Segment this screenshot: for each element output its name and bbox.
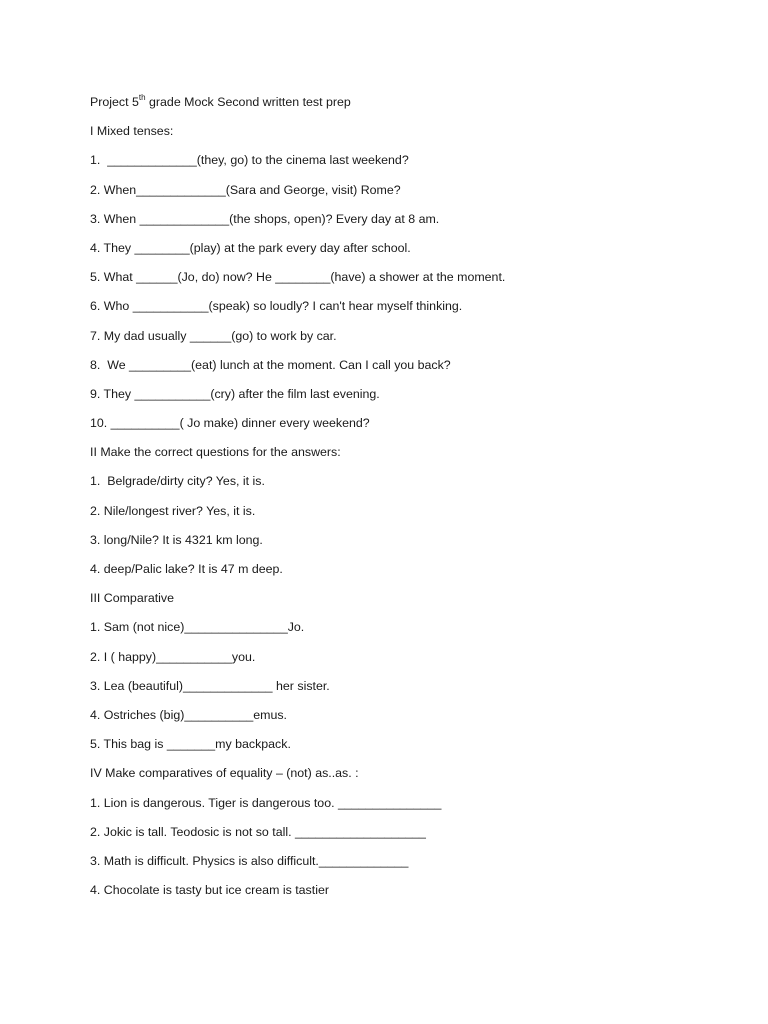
exercise-line: 2. I ( happy)___________you. bbox=[90, 649, 256, 664]
exercise-line: 3. When _____________(the shops, open)? Every day at 8 am. bbox=[90, 211, 440, 226]
exercise-line: 2. When_____________(Sara and George, visit) Rome? bbox=[90, 182, 401, 197]
exercise-line: 5. What ______(Jo, do) now? He ________(have) a shower at the moment. bbox=[90, 270, 506, 285]
exercise-line: 1. Belgrade/dirty city? Yes, it is. bbox=[90, 474, 265, 489]
exercise-line: 6. Who ___________(speak) so loudly? I can't hear myself thinking. bbox=[90, 299, 463, 314]
worksheet bbox=[90, 92, 730, 909]
worksheet-title: Project 5th grade Mock Second written test prep bbox=[90, 92, 351, 109]
exercise-line: 1. Lion is dangerous. Tiger is dangerous too. _______________ bbox=[90, 795, 442, 810]
exercise-line: 5. This bag is _______my backpack. bbox=[90, 737, 291, 752]
exercise-line: 10. __________( Jo make) dinner every weekend? bbox=[90, 416, 370, 431]
exercise-line: 3. Lea (beautiful)_____________ her sister. bbox=[90, 678, 330, 693]
exercise-line: 9. They ___________(cry) after the film last evening. bbox=[90, 386, 380, 401]
exercise-line: 3. Math is difficult. Physics is also difficult._____________ bbox=[90, 853, 409, 868]
exercise-line: 2. Jokic is tall. Teodosic is not so tall. ___________________ bbox=[90, 824, 426, 839]
exercise-line: 3. long/Nile? It is 4321 km long. bbox=[90, 532, 263, 547]
section-heading-equality: IV Make comparatives of equality – (not) as..as. : bbox=[90, 766, 359, 781]
exercise-line: 2. Nile/longest river? Yes, it is. bbox=[90, 503, 256, 518]
exercise-line: 4. They ________(play) at the park every day after school. bbox=[90, 240, 411, 255]
exercise-line: 4. deep/Palic lake? It is 47 m deep. bbox=[90, 562, 283, 576]
section-heading-mixed-tenses: I Mixed tenses: bbox=[90, 124, 174, 139]
section-heading-comparative: III Comparative bbox=[90, 591, 175, 606]
exercise-line: 1. _____________(they, go) to the cinema last weekend? bbox=[90, 153, 409, 168]
exercise-line: 4. Ostriches (big)__________emus. bbox=[90, 707, 287, 722]
exercise-line: 1. Sam (not nice)_______________Jo. bbox=[90, 620, 305, 635]
section-heading-questions: II Make the correct questions for the answers: bbox=[90, 445, 341, 460]
exercise-line: 8. We _________(eat) lunch at the moment. Can I call you back? bbox=[90, 357, 451, 372]
exercise-line: 4. Chocolate is tasty but ice cream is tastier bbox=[90, 883, 329, 898]
exercise-line: 7. My dad usually ______(go) to work by car. bbox=[90, 328, 337, 343]
